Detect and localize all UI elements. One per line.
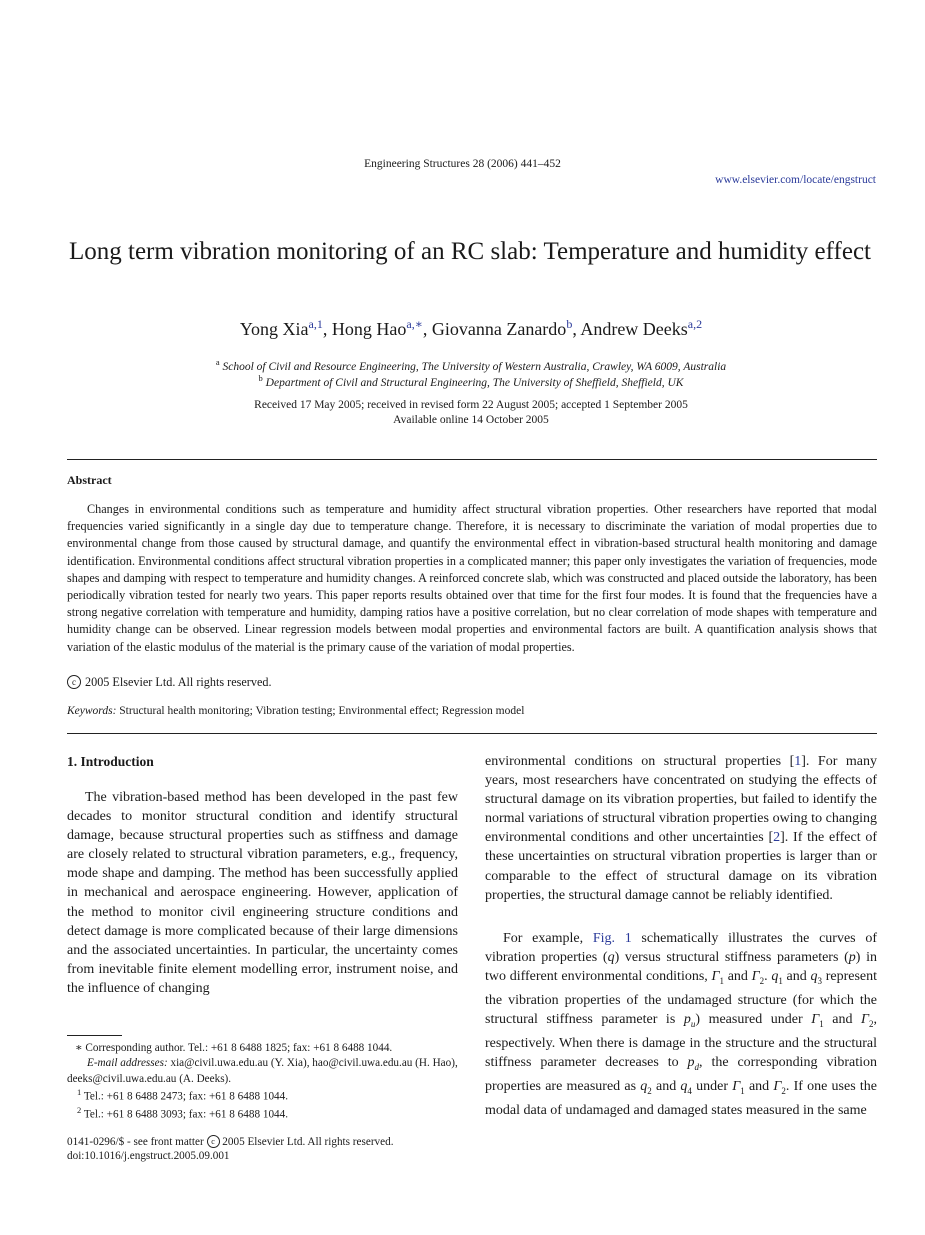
abstract-heading: Abstract xyxy=(67,473,112,487)
abstract-text: Changes in environmental conditions such as temperature and humidity affect structural vibration properties. Other researchers have reported that modal frequencies varied significantly in a single day due to temperature change. Therefore, it is necessary to discriminate the variation of modal properties due to environmental change from those caused by structural damage, and quantify the environmental effect in vibration-based structural health monitoring and damage identification. Environmental conditions affect structural vibration properties in a complicated manner; this paper only investigates the variation of frequencies, mode shapes and damping with respect to temperature and humidity changes. A reinforced concrete slab, which was constructed and placed outside the laboratory, has been periodically vibration tested for nearly two years. This paper reports results obtained over that time for the first four modes. It is found that the frequencies have a strong negative correlation with temperature and humidity, damping ratios have a positive correlation, but no clear correlation of mode shapes with temperature and humidity change can be observed. Linear regression models between modal properties and environmental factors are built. A quantification analysis shows that variation of the elastic modulus of the material is the primary cause of the variation of modal properties. xyxy=(67,502,877,654)
keywords-list: Structural health monitoring; Vibration testing; Environmental effect; Regression model xyxy=(119,705,525,717)
affiliation-b: $^b$ Department of Civil and Structural Engineering, The University of Sheffield, Sheffield, UK xyxy=(258,373,684,389)
reference-link[interactable]: 2 xyxy=(773,830,781,846)
intro-column-2-paragraph-1: environmental conditions on structural properties [1]. For many years, most researchers have concentrated on studying the effects of structural damage on its vibration properties, but failed to identify the normal variations of structural vibration properties owing to changing environmental conditions and other uncertainties [2]. If the effect of these uncertainties on structural vibration properties is larger than or comparable to the effect of structural damage on its vibration properties, the structural damage cannot be reliably identified. xyxy=(485,754,878,903)
author-name: Giovanna Zanardo xyxy=(431,319,567,339)
footnote-rule xyxy=(67,1035,122,1036)
journal-url-link[interactable]: www.elsevier.com/locate/engstruct xyxy=(715,174,876,186)
keywords-label: Keywords: xyxy=(67,705,117,717)
divider xyxy=(67,459,877,460)
affiliation-a: $^a$ School of Civil and Resource Engineering, The University of Western Australia, Crawley, WA 6009, Australia xyxy=(215,357,727,373)
reference-link[interactable]: 1 xyxy=(794,754,802,769)
author-marks[interactable]: a,∗ xyxy=(406,317,423,331)
figure-link[interactable]: Fig. 1 xyxy=(592,931,632,946)
section-heading: 1. Introduction xyxy=(67,754,154,769)
author-marks[interactable]: b xyxy=(566,317,573,331)
author-name: Andrew Deeks xyxy=(580,319,688,339)
footnote-2: $^2$ Tel.: +61 8 6488 3093; fax: +61 8 6488 1044. xyxy=(77,1105,289,1121)
footnote-1: $^1$ Tel.: +61 8 6488 2473; fax: +61 8 6488 1044. xyxy=(77,1087,289,1103)
keywords xyxy=(67,705,524,717)
issn-line: 0141-0296/$ - see front matter c 2005 Elsevier Ltd. All rights reserved. xyxy=(67,1136,394,1148)
doi: doi:10.1016/j.engstruct.2005.09.001 xyxy=(67,1150,230,1162)
received-dates: Received 17 May 2005; received in revised form 22 August 2005; accepted 1 September 2005 xyxy=(254,399,688,411)
author-name: Yong Xia xyxy=(239,319,309,339)
abstract-copyright: c 2005 Elsevier Ltd. All rights reserved. xyxy=(67,675,272,690)
intro-column-1: The vibration-based method has been developed in the past few decades to monitor structural condition and identify structural damage, because structural properties such as stiffness and damage are closely related to structural vibration parameters, e.g., frequency, mode shape and damping. The method has been successfully applied in mechanical and aerospace engineering. However, application of the method to monitor civil engineering structure conditions and detect damage is more complicated because of their large dimensions and the associated uncertainties. In particular, the uncertainty comes from inevitable finite element modelling error, instrument noise, and the influence of changing xyxy=(67,790,458,996)
author-name: Hong Hao xyxy=(331,319,407,339)
author-marks[interactable]: a,2 xyxy=(687,317,703,331)
author-list: Yong Xia$^{a,1}$, Hong Hao$^{a,∗}$, Giovanna Zanardo$^b$, Andrew Deeks$^{a,2}$ xyxy=(239,317,703,339)
intro-column-2-paragraph-2: For example, Fig. 1 schematically illustrates the curves of vibration properties (q) versus structural stiffness parameters (p) in two different environmental conditions, $\Gamma_1$ and $\Gamma_2$. $q_1$ and $q_3$ represent the vibration properties of the undamaged structure (for which the structural stiffness parameter is $p_u$) measured under $\Gamma_1$ and $\Gamma_2$, respectively. When there is damage in the structure and the structural stiffness parameter decreases to $p_d$, the corresponding vibration properties are measured as $q_2$ and $q_4$ under $\Gamma_1$ and $\Gamma_2$. If one uses the modal data of undamaged and damaged states measured in the same xyxy=(485,931,878,1118)
author-marks[interactable]: a,1 xyxy=(308,317,323,331)
copyright-icon: c xyxy=(207,1135,220,1148)
paper-title: Long term vibration monitoring of an RC slab: Temperature and humidity effect xyxy=(68,238,871,265)
footnote-email: E-mail addresses: xia@civil.uwa.edu.au (Y. Xia), hao@civil.uwa.edu.au (H. Hao), deeks@civil.uwa.edu.au (A. Deeks). xyxy=(67,1057,458,1085)
divider xyxy=(67,733,877,734)
footnote-corresponding: ∗ Corresponding author. Tel.: +61 8 6488 1825; fax: +61 8 6488 1044. xyxy=(75,1042,393,1054)
journal-citation: Engineering Structures 28 (2006) 441–452 xyxy=(364,158,561,170)
available-online: Available online 14 October 2005 xyxy=(393,414,549,426)
copyright-icon: c xyxy=(67,675,81,689)
